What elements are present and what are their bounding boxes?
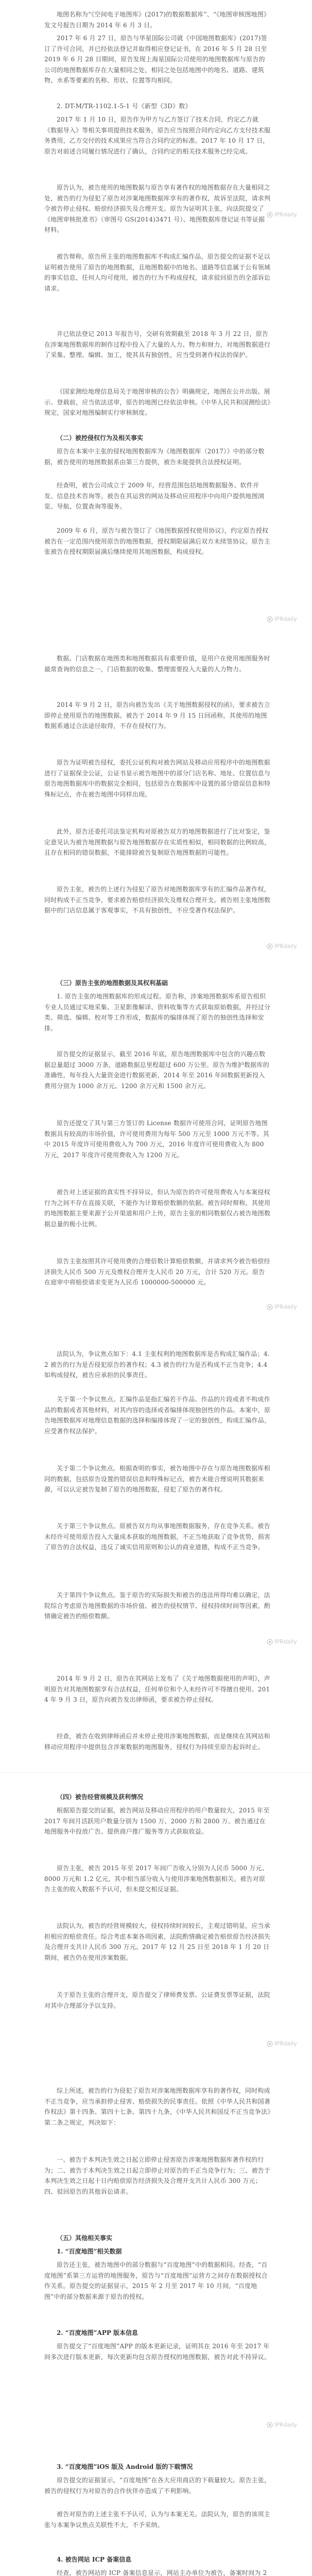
paragraph: 关于原告主张的合理开支，原告提交了律师费发票、公证费发票等证据，法院对其中合理部分予以支持。 <box>44 1991 270 2009</box>
paragraph: 《国家测绘地理信息局关于地图审核的公告》明确规定，地图在公开出版、展示、登载前，应当依法送审，原告的地图已经依法审核。《中华人民共和国测绘法》规定，国家对地图编制实行审核制度。 <box>44 388 271 416</box>
watermark-logo-icon <box>267 2422 273 2428</box>
paragraph: 法院认为，争议焦点如下：4.1 主张权利的地图数据库是否构成汇编作品；4.2 被告的行为是否侵犯原告的著作权；4.3 被告的行为是否构成不正当竞争；4.4 如构成侵权，被告应承担的民事责任。 <box>44 1350 270 1379</box>
watermark-logo-icon <box>267 616 273 622</box>
paragraph: 经查，被告在收到律师函后并未停止使用涉案地图数据，而是继续在其网站和移动应用程序中提供包含涉案数据的地图服务，侵权行为持续至原告起诉时止。 <box>44 1733 270 1751</box>
paragraph: 2014 年 9 月 2 日，原告向被告发出《关于地图数据侵权的函》，要求被告立即停止使用原告的地图数据。被告于 2014 年 9 月 15 日回函称，其使用的地图数据系通过合法途径取得，不存在侵权行为。 <box>44 701 270 730</box>
paragraph: 原告为证明被告侵权，委托公证机构对被告网站及移动应用程序中的地图数据进行了证据保全公证，公证书显示被告地图中的部分门店名称、地址、位置信息与原告地图数据库中的数据完全相同，包括原告在数据库中设置的部分错误信息和特殊标记点，亦在被告地图中同样出现。 <box>44 759 271 798</box>
paragraph: 原告提交了“百度地图”APP 的版本更新记录，证明其在 2016 年至 2017 年间多次进行版本更新，每次更新均包含原告授权的地图数据，被告对此不持异议。 <box>44 2343 271 2361</box>
section-heading: 1. “百度地图”相关数据 <box>57 2248 122 2255</box>
paragraph: 被告对上述证据的真实性不持异议，但认为原告的许可使用费收入与本案侵权行为之间不存在直接关联，不能作为计算赔偿数额的依据。被告同时辩称，其使用的地图数据主要来源于公开渠道和用户上传，原告主张的相同数据仅占被告地图数据总量的极小比例。 <box>44 1189 271 1228</box>
paragraph: 2014 年 9 月 2 日，原告在其网站上发布了《关于地图数据使用的声明》，声明原告对其地图数据享有合法权益，任何单位和个人未经许可不得擅自使用。2014 年 9 月 3 日，原告向被告发出律师函，要求被告停止侵权。 <box>44 1675 270 1703</box>
section-heading: 2. “百度地图”APP 版本信息 <box>57 2329 138 2336</box>
paragraph: 2017 年 6 月 27 日，原告与华星国际公司就《中国地图数据库》(2017)签订了许可合同，并已经依法登记并取得相应登记证书，在 2016 年 5 月 28 日至 2019 年 6 月 28 日期间，原告发现上海星国际公司使用的地图数据库与原告的公司的地图数据库存在大量相同之处，相同之处包括地图中的地名、道路、建筑物、水系等要素的名称、形状、位置等均相同。 <box>44 35 267 84</box>
paragraph: 综上所述，被告的行为侵犯了原告对涉案地图数据库享有的著作权，同时构成不正当竞争，应当承担停止侵害、赔偿损失的民事责任。依照《中华人民共和国著作权法》第十四条、第四十七条、第四十九条，《中华人民共和国反不正当竞争法》第二条之规定，判决如下： <box>44 2087 271 2126</box>
watermark <box>267 2040 297 2047</box>
watermark-label: IPRdaily <box>274 1303 297 1310</box>
section-heading: （三）原告主张的地图数据及其权利基础 <box>57 979 168 987</box>
paragraph: 原告提交的证据显示，截至 2016 年底，原告地图数据库中包含的兴趣点数据总量超过 3000 万条，道路数据总里程超过 600 万公里。原告为维护数据库的准确性，每年投入大量资金进行数据更新，2014 年至 2016 年间数据更新投入费用分别为 1000 余万元、1200 余万元和 1500 余万元。 <box>44 1050 269 1090</box>
paragraph: 数据。门店数据在地图类和地图数据具有重要价值，是用户在使用地图服务时最常查询的信息之一，门店数据的收集、整理需要投入大量的人力物力。 <box>44 655 270 673</box>
paragraph: 2017 年 1 月 10 日，原告作为甲方与乙方签订了技术合同，约定乙方就《数据导入》等相关事项提供技术服务，原告应当按照合同约定向乙方支付技术服务费用，乙方交付的技术成果应当符合合同约定的标准。2017 年 10 月 17 日，原告对前述合同履行情况进行了确认，合同约定的相关技术服务已经完成。 <box>44 116 271 155</box>
watermark <box>267 211 297 218</box>
watermark <box>267 1638 297 1645</box>
paragraph: 此外，原告还委托司法鉴定机构对原被告双方的地图数据进行了比对鉴定，鉴定意见认为被告地图数据与原告地图数据存在实质性相似，相同数据的比例较高，且存在相同的错误数据，不能排除被告复制原告地图数据的可能性。 <box>44 828 271 856</box>
paragraph: 一、被告于本判决生效之日起立即停止侵害原告涉案地图数据库著作权的行为；二、被告于本判决生效之日起立即停止对原告的不正当竞争行为；三、被告于本判决生效之日起十日内赔偿原告经济损失及合理开支共计人民币 300 万元；四、驳回原告的其他诉讼请求。 <box>44 2156 271 2195</box>
paragraph: 根据原告提交的证据，被告网站及移动应用程序的用户数量较大，2015 年至 2017 年间月活跃用户数量分别为 1500 万、2000 万和 2800 万。被告通过在地图服务中投放广告、提供商户推广服务等方式获取收益。 <box>44 1807 270 1835</box>
section-heading: （二）被控侵权行为及相关事实 <box>57 434 144 442</box>
watermark <box>267 943 297 950</box>
paragraph: 原告提交的证据显示，“百度地图”在各大应用商店的下载量较大。原告主张，被告的侵权行为对原告的合作伙伴亦造成了不利影响。 <box>44 2477 271 2495</box>
watermark <box>267 616 297 622</box>
paragraph: 1. 原告主张的地图数据库的形成过程。原告称，涉案地图数据库系原告组织专业人员通过实地采集、卫星影像解译、资料收集等方式获取原始数据，并经过分类、筛选、编辑、校对等工作形成，数据库的编排体现了原告的独创性选择和安排。 <box>44 993 271 1032</box>
paragraph: 原告还主张，被告地图中的部分数据与“百度地图”中的数据相同。经查，“百度地图”系第三方运营的地图服务，原告与“百度地图”运营方之间存在数据授权合作关系。原告提交的证据显示，2015 年 2 月至 2017 年 10 月间，“百度地图”中的部分数据来源于原告的授权。 <box>44 2261 268 2300</box>
paragraph: 2009 年 6 月，原告与被告签订了《地图数据授权使用协议》，约定原告授权被告在一定范围内使用原告的地图数据，授权期限届满后双方未续签协议。原告主张被告在授权期限届满后继续使用其地图数据，构成侵权。 <box>44 527 271 555</box>
section-heading: 3. “百度地图”iOS 版及 Android 版的下载情况 <box>57 2463 193 2470</box>
paragraph: 并已依法登记 2013 年报告号，交研有效期截至 2018 年 3 月 22 日，原告在涉案地图数据库的制作过程中投入了大量的人力、物力和财力，对地图数据进行了采集、整理、编辑、加工，使其具有独创性，应当受到著作权法的保护。 <box>44 330 271 359</box>
paragraph: 关于第四个争议焦点。鉴于原告的实际损失和被告的违法所得均难以确定，法院综合考虑原告地图数据的市场价值、被告的侵权情节、侵权持续时间等因素，酌情确定被告的赔偿数额。 <box>44 1591 271 1620</box>
paragraph: 原告主张，被告 2015 年至 2017 年间广告收入分别为人民币 5000 万元、8000 万元和 1.2 亿元，其中相当部分收入与使用涉案地图数据相关。被告对原告主张的收入数据不予认可，但未提交相反证据。 <box>44 1865 268 1893</box>
paragraph: 经查明，被告公司成立于 2009 年，经营范围包括地图数据服务、软件开发、信息技术咨询等。被告在其运营的网站及移动应用程序中向用户提供地图浏览、导航、位置查询等服务。 <box>44 482 265 510</box>
paragraph: 原告主张，被告的上述行为侵犯了原告对地图数据库享有的汇编作品著作权，同时构成不正当竞争，要求被告赔偿经济损失及维权合理开支。被告则主张地图数据中的门店信息属于客观事实，不具有独创性，不应受著作权法保护。 <box>44 886 271 914</box>
watermark-logo-icon <box>267 1639 273 1645</box>
watermark-label: IPRdaily <box>274 943 297 950</box>
paragraph: 法院认为，被告的经营规模较大，侵权持续时间较长，主观过错明显，应当承担相应的赔偿责任。综合考虑本案各项因素，法院酌情确定被告赔偿原告经济损失及合理开支共计人民币 300 万元。2017 年 12 月 25 日至 2018 年 1 月 20 日期间，被告仍在使用涉案数据。 <box>44 1922 271 1961</box>
section-heading: 4. 被告网站 ICP 备案信息 <box>57 2556 132 2563</box>
paragraph: 原告还提交了其与第三方签订的 License 数据许可使用合同，证明原告地图数据具有较高的市场价值，许可使用费用为每年 500 万元至 1000 万元不等。其中 2015 年度许可使用费收入为 700 万元，2016 年度许可使用费收入为 800 万元，2017 年度许可使用费收入为 1200 万元。 <box>44 1120 269 1159</box>
paragraph: 被告对原告的上述主张不予认可，认为与本案无关。法院认为，原告的该项主张与本案争议焦点关联性不大，不予采纳。 <box>44 2511 270 2529</box>
paragraph: 原告在本案中主张的侵权地图数据库为《地图数据库（2017）》中的部分数据，被告使用的地图数据系由第三方提供，被告未能提供合法授权证明。 <box>44 448 265 466</box>
watermark-label: IPRdaily <box>274 1638 297 1645</box>
paragraph: 关于第二个争议焦点。根据查明的事实，被告地图中存在与原告地图数据库相同的数据，包括原告设置的错误信息和特殊标记点，被告未能合理说明其数据来源，可以认定被告复制了原告的地图数据，侵犯了原告的著作权。 <box>44 1465 270 1493</box>
section-heading: （四）被告经营规模及获利情况 <box>57 1793 144 1801</box>
watermark-label: IPRdaily <box>274 616 297 622</box>
paragraph: 地图名称为“《空间电子地图库》(2017)的数据数据库”、“《地图审核图地图》发文号报告日期为 2014 年 6 月 3 日。 <box>44 11 270 29</box>
watermark-logo-icon <box>267 943 273 950</box>
paragraph: 原告主张按照其许可使用费的合理倍数计算赔偿数额，并请求判令被告赔偿经济损失人民币 500 万元及维权合理开支人民币 20 万元，合计 520 万元。原告在庭审中将赔偿请求变更为人民币 1000000-500000 元。 <box>44 1258 270 1286</box>
watermark-label: IPRdaily <box>274 211 297 218</box>
watermark-label: IPRdaily <box>274 2040 297 2047</box>
watermark <box>267 2421 297 2428</box>
paragraph: 关于第三个争议焦点。原被告双方均从事地图数据服务，存在竞争关系。被告未经许可使用原告投入大量成本获取的地图数据，不正当地获取了竞争优势，损害了原告的合法权益，违反了诚实信用原则和公认的商业道德，构成不正当竞争。 <box>44 1522 271 1551</box>
paragraph: 原告认为，被告使用的地图数据与原告享有著作权的地图数据存在大量相同之处，被告的行为侵犯了原告对涉案地图数据库享有的著作权，故诉至法院，请求判令被告停止侵权、赔偿经济损失及合理开支。原告为证明其主张，向法院提交了《地图审核批准书》（审图号 GS(2014)3471 号）、地图数据库登记证书等证据材料。 <box>44 184 271 233</box>
watermark-logo-icon <box>267 1304 273 1310</box>
watermark-label: IPRdaily <box>274 2421 297 2428</box>
section-heading: （五）其他相关事实 <box>57 2234 113 2242</box>
paragraph: 关于第一个争议焦点。汇编作品是指汇编若干作品、作品的片段或者不构成作品的数据或者其他材料，对其内容的选择或者编排体现独创性的作品。本案中，原告地图数据库对地理信息数据的选择和编排体现了一定的独创性，构成汇编作品，应受著作权法保护。 <box>44 1396 271 1435</box>
paragraph: 经查，被告网站的 ICP 备案信息显示，网站主办单位为被告，备案时间为 2 <box>57 2569 267 2576</box>
section-divider <box>0 1772 312 1773</box>
watermark-logo-icon <box>267 212 273 218</box>
watermark <box>267 1303 297 1310</box>
paragraph: 2. DT-M/TR-1102.1-5-1 号《新型《3D》数》 <box>57 103 192 110</box>
watermark-logo-icon <box>267 2041 273 2047</box>
paragraph: 被告辩称，原告所主张的地图数据库不构成汇编作品，原告提交的证据不足以证明被告使用了原告的地图数据，且地图数据中的地名、道路等信息属于公有领域的事实信息，任何人均可使用，被告的行为不构成侵权，请求驳回原告的全部诉讼请求。 <box>44 253 271 292</box>
